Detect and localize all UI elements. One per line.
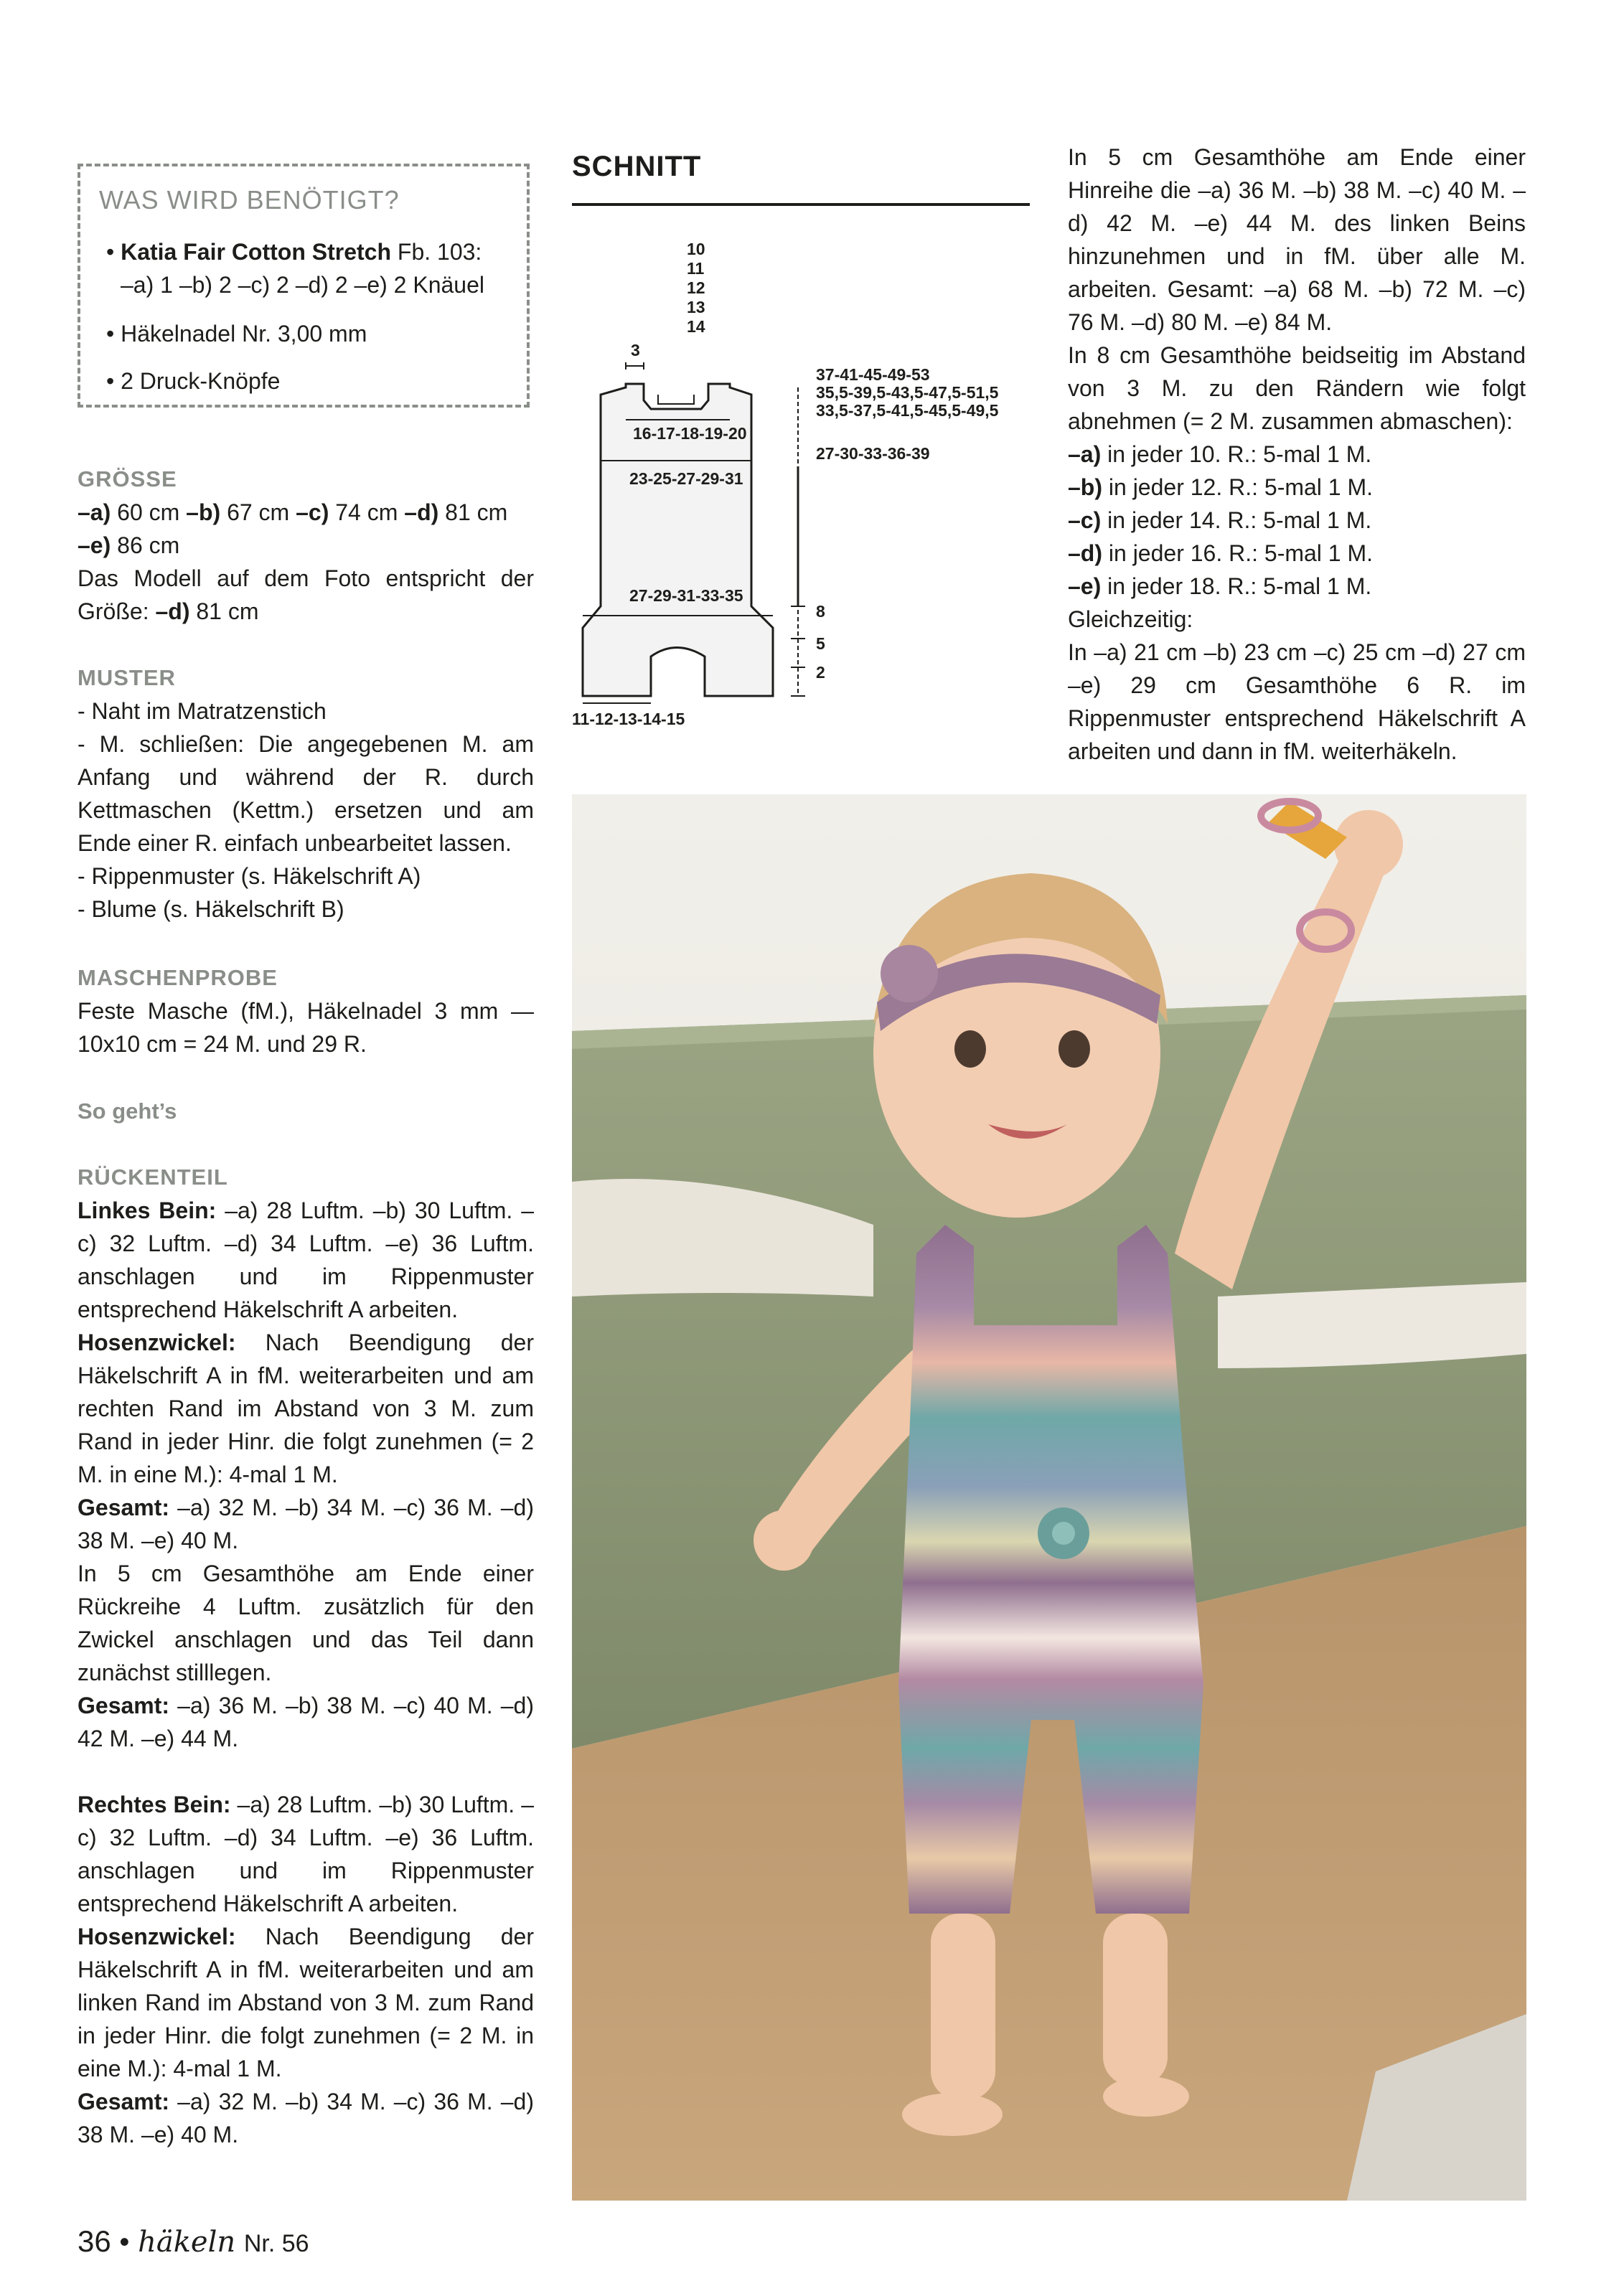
photo-illustration — [572, 794, 1526, 2201]
footer-bullet: • — [119, 2226, 130, 2258]
yarn-amounts: –a) 1 –b) 2 –c) 2 –d) 2 –e) 2 Knäuel — [121, 272, 484, 298]
paragraph: In 5 cm Gesamthöhe am Ende einer Hinreihe die –a) 36 M. –b) 38 M. –c) 40 M. –d) 42 M. –e) 44 M. des linken Beins hinzunehmen und in fM. über alle M. arbeiten. Gesamt: –a) 68 M. –b) 72 M. –c) 76 M. –d) 80 M. –e) 84 M. — [1068, 144, 1526, 335]
strap-width-label: 13 — [687, 298, 705, 316]
strap-width-label: 10 — [687, 240, 705, 258]
yarn-color: Fb. 103: — [391, 239, 482, 265]
front-instructions: In 5 cm Gesamthöhe am Ende einer Hinreihe die –a) 36 M. –b) 38 M. –c) 40 M. –d) 42 M. –e) 44 M. des linken Beins hinzunehmen und in fM. über alle M. arbeiten. Gesamt: –a) 68 M. –b) 72 M. –c) 76 M. –d) 80 M. –e) 84 M. In 8 cm Gesamthöhe beidseitig im Abstand von 3 M. zu den Rändern wie folgt abnehmen (= 2 M. zusammen abmaschen): –a) in jeder 10. R.: 5-mal 1 M. –b) in jeder 12. R.: 5-mal 1 M. –c) in jeder 14. R.: 5-mal 1 M. –d) in jeder 16. R.: 5-mal 1 M. –e) in jeder 18. R.: 5-mal 1 M. Gleichzeitig: In –a) 21 cm –b) 23 cm –c) 25 cm –d) 27 cm –e) 29 cm Gesamthöhe 6 R. im Rippenmuster entsprechend Häkelschrift A arbeiten und dann in fM. weiterhäkeln. — [1068, 141, 1526, 768]
issue-number: Nr. 56 — [243, 2230, 309, 2257]
height-label: 35,5-39,5-43,5-47,5-51,5 — [816, 383, 999, 402]
materials-hook: • Häkelnadel Nr. 3,00 mm — [106, 321, 367, 347]
hip-width-label: 27-29-31-33-35 — [629, 586, 743, 605]
yarn-name: Katia Fair Cotton Stretch — [121, 239, 392, 265]
pattern-item: - Rippenmuster (s. Häkelschrift A) — [78, 863, 421, 889]
pattern-schematic — [572, 237, 1031, 753]
materials-box — [78, 164, 530, 408]
paragraph: In 8 cm Gesamthöhe beidseitig im Abstand von 3 M. zu den Rändern wie folgt abnehmen (= 2 M. zusammen abmaschen): — [1068, 342, 1526, 434]
strap-label: 3 — [631, 341, 640, 359]
pattern-item: - M. schließen: Die angegebenen M. am Anfang und während der R. durch Kettmaschen (Kettm.) ersetzen und am Ende einer R. einfach unbearbeitet lassen. — [78, 731, 534, 856]
pattern-list — [78, 695, 534, 926]
schnitt-heading: SCHNITT — [572, 151, 702, 182]
materials-yarn: • Katia Fair Cotton Stretch Fb. 103: –a) 1 –b) 2 –c) 2 –d) 2 –e) 2 Knäuel — [106, 239, 484, 298]
leg-width-label: 11-12-13-14-15 — [572, 710, 685, 728]
hook-text: Häkelnadel Nr. 3,00 mm — [121, 321, 367, 347]
strap-width-label: 12 — [687, 278, 705, 297]
body-height-label: 27-30-33-36-39 — [816, 444, 930, 463]
strap-width-label: 14 — [687, 317, 705, 336]
height-label: 33,5-37,5-41,5-45,5-49,5 — [816, 401, 999, 420]
chest-width-label: 23-25-27-29-31 — [629, 469, 743, 488]
neck-width-label: 16-17-18-19-20 — [633, 424, 747, 443]
height-2-label: 2 — [816, 663, 825, 682]
height-5-label: 5 — [816, 634, 825, 653]
gauge-text: Feste Masche (fM.), Häkelnadel 3 mm — 10x10 cm = 24 M. und 29 R. — [78, 998, 534, 1057]
size-heading: GRÖSSE — [78, 466, 177, 491]
schnitt-divider — [572, 203, 1030, 206]
paragraph: Gleichzeitig: — [1068, 606, 1193, 632]
back-instructions: Linkes Bein: –a) 28 Luftm. –b) 30 Luftm. –c) 32 Luftm. –d) 34 Luftm. –e) 36 Luftm. anschlagen und im Rippenmuster entsprechend Häkelschrift A arbeiten. Hosenzwickel: Nach Beendigung der Häkelschrift A in fM. weiterarbeiten und am rechten Rand im Abstand von 3 M. zum Rand in jeder Hinr. die folgt zunehmen (= 2 M. in eine M.): 4-mal 1 M. Gesamt: –a) 32 M. –b) 34 M. –c) 36 M. –d) 38 M. –e) 40 M. In 5 cm Gesamthöhe am Ende einer Rückreihe 4 Luftm. zusätzlich für den Zwickel anschlagen und das Teil dann zunächst stilllegen. Gesamt: –a) 36 M. –b) 38 M. –c) 40 M. –d) 42 M. –e) 44 M. Rechtes Bein: –a) 28 Luftm. –b) 30 Luftm. –c) 32 Luftm. –d) 34 Luftm. –e) 36 Luftm. anschlagen und im Rippenmuster entsprechend Häkelschrift A arbeiten. Hosenzwickel: Nach Beendigung der Häkelschrift A in fM. weiterarbeiten und am linken Rand im Abstand von 3 M. zum Rand in jeder Hinr. die folgt zunehmen (= 2 M. in eine M.): 4-mal 1 M. Gesamt: –a) 32 M. –b) 34 M. –c) 36 M. –d) 38 M. –e) 40 M. — [78, 1198, 535, 2147]
pattern-item: - Naht im Matratzenstich — [78, 698, 327, 724]
page-footer — [78, 2224, 309, 2259]
pattern-heading: MUSTER — [78, 665, 176, 690]
howto-heading: So geht’s — [78, 1098, 177, 1124]
materials-title: WAS WIRD BENÖTIGT? — [99, 185, 400, 215]
size-text: –a) 60 cm –b) 67 cm –c) 74 cm –d) 81 cm –e) 86 cm Das Modell auf dem Foto entspricht der Größe: –d) 81 cm — [78, 499, 534, 624]
height-label: 37-41-45-49-53 — [816, 365, 930, 384]
buttons-text: 2 Druck-Knöpfe — [121, 368, 281, 394]
pattern-item: - Blume (s. Häkelschrift B) — [78, 896, 344, 922]
strap-width-label: 11 — [687, 259, 705, 278]
materials-buttons: • 2 Druck-Knöpfe — [106, 368, 281, 394]
paragraph: In –a) 21 cm –b) 23 cm –c) 25 cm –d) 27 cm –e) 29 cm Gesamthöhe 6 R. im Rippenmuster entsprechend Häkelschrift A arbeiten und dann in fM. weiterhäkeln. — [1068, 639, 1526, 764]
height-8-label: 8 — [816, 602, 825, 621]
page-number: 36 — [78, 2224, 111, 2258]
gauge-heading: MASCHENPROBE — [78, 965, 278, 990]
toddler-photo — [572, 794, 1526, 2201]
back-heading: RÜCKENTEIL — [78, 1165, 228, 1190]
magazine-name: häkeln — [138, 2226, 236, 2259]
